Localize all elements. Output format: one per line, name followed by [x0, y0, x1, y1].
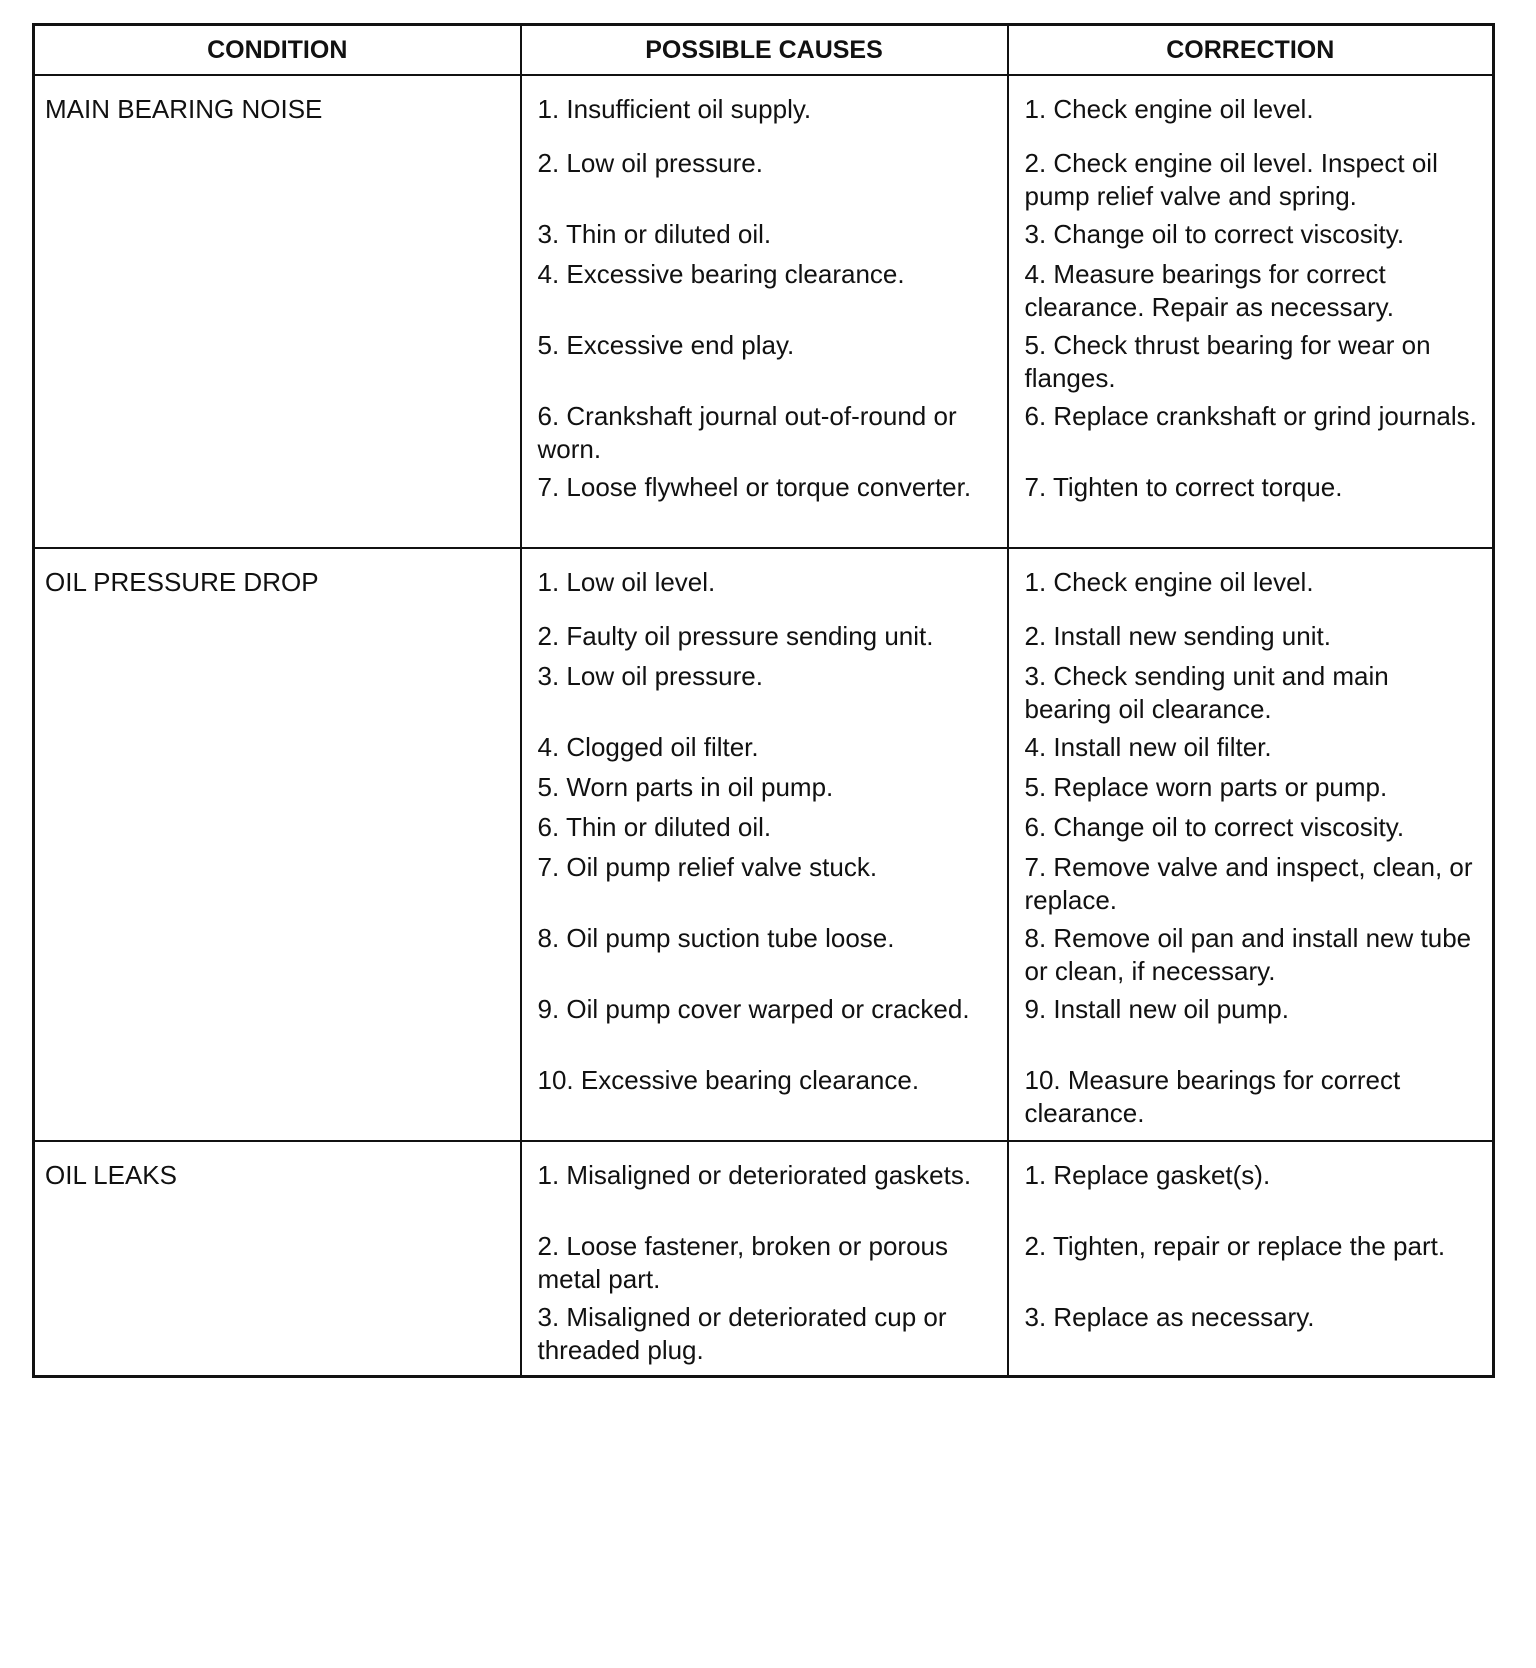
causes-list	[522, 1142, 1007, 1375]
header-correction: CORRECTION	[1008, 25, 1494, 76]
correction-item: 7. Remove valve and inspect, clean, or replace.	[1024, 852, 1473, 915]
cause-item: 2. Loose fastener, broken or porous metal part.	[537, 1231, 948, 1294]
cause-item: 7. Oil pump relief valve stuck.	[537, 852, 878, 882]
cause-item: 5. Excessive end play.	[537, 330, 795, 360]
cause-item: 3. Low oil pressure.	[537, 661, 763, 691]
correction-item: 2. Check engine oil level. Inspect oil pump relief valve and spring.	[1024, 148, 1438, 211]
causes-cell	[521, 75, 1008, 548]
cause-item: 3. Misaligned or deteriorated cup or threaded plug.	[537, 1302, 947, 1365]
correction-item: 3. Change oil to correct viscosity.	[1024, 219, 1405, 249]
cause-item: 4. Excessive bearing clearance.	[537, 259, 905, 289]
correction-item: 1. Check engine oil level.	[1024, 567, 1314, 597]
header-possible-causes: POSSIBLE CAUSES	[521, 25, 1008, 76]
correction-list	[1009, 1142, 1493, 1375]
cause-item: 1. Misaligned or deteriorated gaskets.	[537, 1160, 972, 1190]
causes-cell	[521, 548, 1008, 1141]
cause-item: 6. Thin or diluted oil.	[537, 812, 772, 842]
cause-item: 9. Oil pump cover warped or cracked.	[537, 994, 970, 1024]
correction-cell	[1008, 1141, 1494, 1377]
correction-item: 2. Install new sending unit.	[1024, 621, 1331, 651]
correction-cell	[1008, 75, 1494, 548]
correction-item: 6. Replace crankshaft or grind journals.	[1024, 401, 1477, 431]
cause-item: 4. Clogged oil filter.	[537, 732, 759, 762]
cause-item: 8. Oil pump suction tube loose.	[537, 923, 895, 953]
cause-item: 2. Faulty oil pressure sending unit.	[537, 621, 934, 651]
correction-item: 3. Replace as necessary.	[1024, 1302, 1315, 1332]
cause-item: 6. Crankshaft journal out-of-round or worn.	[537, 401, 957, 464]
cause-item: 3. Thin or diluted oil.	[537, 219, 772, 249]
condition-group	[34, 548, 1494, 1141]
diagnosis-table	[32, 23, 1495, 1378]
correction-item: 3. Check sending unit and main bearing oil clearance.	[1024, 661, 1389, 724]
table-body	[34, 75, 1494, 1377]
condition-label: MAIN BEARING NOISE	[45, 94, 323, 124]
correction-list	[1009, 549, 1493, 1140]
cause-item: 1. Low oil level.	[537, 567, 716, 597]
causes-list	[522, 549, 1007, 1140]
condition-group	[34, 1141, 1494, 1377]
cause-item: 7. Loose flywheel or torque converter.	[537, 472, 972, 502]
correction-item: 5. Check thrust bearing for wear on flanges.	[1024, 330, 1431, 393]
correction-item: 8. Remove oil pan and install new tube or clean, if necessary.	[1024, 923, 1472, 986]
correction-item: 4. Install new oil filter.	[1024, 732, 1272, 762]
correction-item: 9. Install new oil pump.	[1024, 994, 1289, 1024]
cause-item: 2. Low oil pressure.	[537, 148, 763, 178]
condition-group	[34, 75, 1494, 548]
correction-cell	[1008, 548, 1494, 1141]
condition-cell	[34, 75, 521, 548]
cause-item: 5. Worn parts in oil pump.	[537, 772, 834, 802]
causes-cell	[521, 1141, 1008, 1377]
condition-label: OIL LEAKS	[45, 1160, 177, 1190]
correction-item: 10. Measure bearings for correct clearance.	[1024, 1065, 1401, 1128]
correction-item: 1. Replace gasket(s).	[1024, 1160, 1271, 1190]
correction-item: 7. Tighten to correct torque.	[1024, 472, 1343, 502]
header-row	[34, 25, 1494, 76]
header-condition: CONDITION	[34, 25, 521, 76]
cause-item: 10. Excessive bearing clearance.	[537, 1065, 920, 1095]
correction-item: 6. Change oil to correct viscosity.	[1024, 812, 1405, 842]
correction-item: 4. Measure bearings for correct clearance. Repair as necessary.	[1024, 259, 1394, 322]
condition-cell	[34, 548, 521, 1141]
correction-item: 1. Check engine oil level.	[1024, 94, 1314, 124]
correction-list	[1009, 76, 1493, 547]
causes-list	[522, 76, 1007, 547]
cause-item: 1. Insufficient oil supply.	[537, 94, 812, 124]
correction-item: 5. Replace worn parts or pump.	[1024, 772, 1388, 802]
correction-item: 2. Tighten, repair or replace the part.	[1024, 1231, 1446, 1261]
condition-cell	[34, 1141, 521, 1377]
condition-label: OIL PRESSURE DROP	[45, 567, 319, 597]
